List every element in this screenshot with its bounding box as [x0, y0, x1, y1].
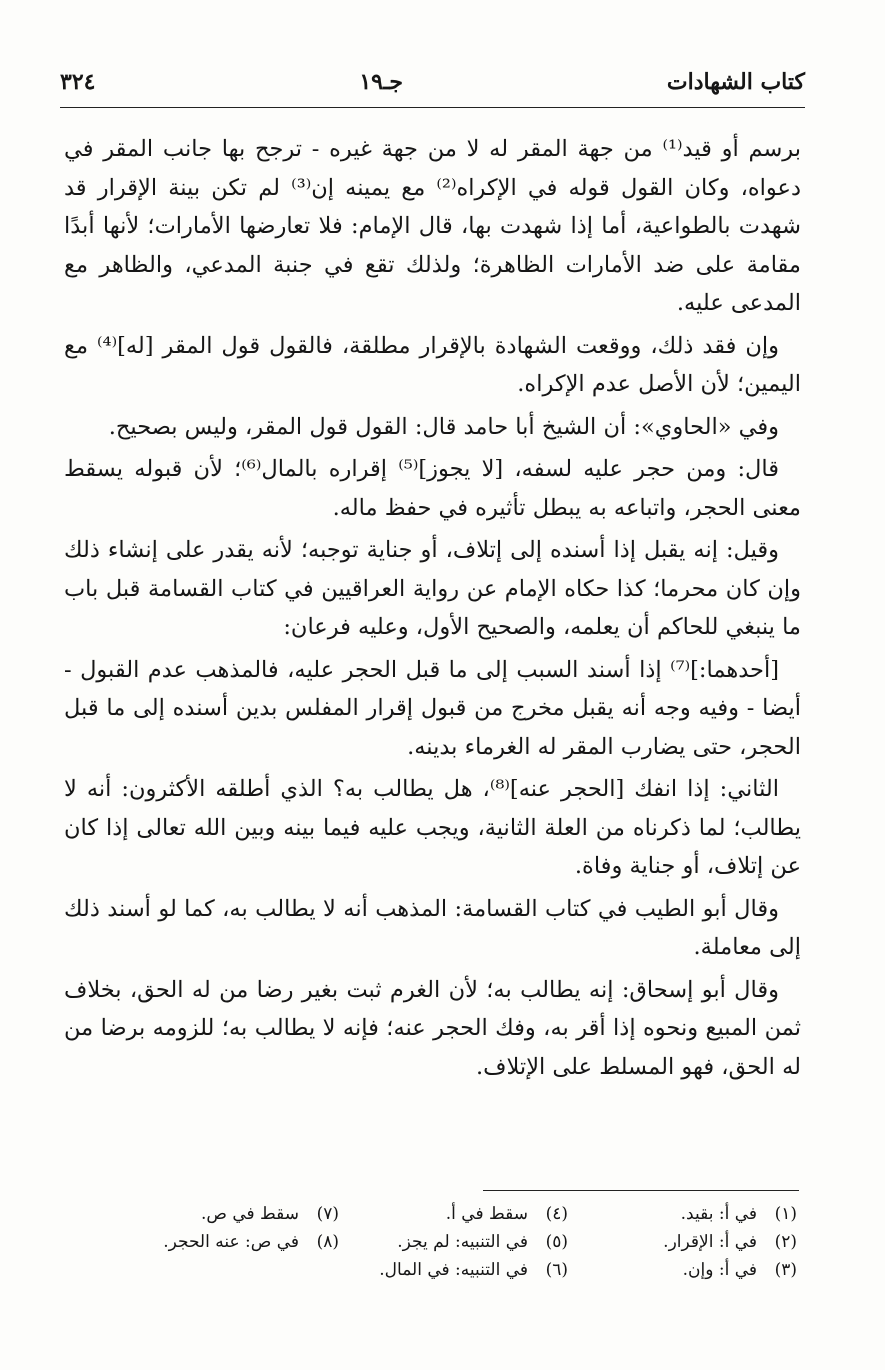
footnote: [588, 1232, 797, 1260]
paragraph: برسم أو قيد⁽¹⁾ من جهة المقر له لا من جهة غيره - ترجح بها جانب المقر في دعواه، وكان القول قوله في الإكراه⁽²⁾ مع يمينه إن⁽³⁾ لم تكن بينة الإقرار قد شهدت بالطواعية، أما إذا شهدت بها، قال الإمام: فلا تعارضها الأمارات؛ لأنها أبدًا مقامة على ضد الأمارات الظاهرة؛ ولذلك تقع في جنبة المدعي، والظاهر مع المدعى عليه.: [64, 136, 801, 316]
footnote: [588, 1260, 797, 1288]
footnote-separator: [483, 1190, 799, 1191]
footnote: [359, 1232, 568, 1260]
footnote-number: (٤): [545, 1204, 568, 1224]
book-title: كتاب الشهادات: [666, 69, 805, 95]
paragraph: وقيل: إنه يقبل إذا أسنده إلى إتلاف، أو جناية توجبه؛ لأنه يقدر على إنشاء ذلك وإن كان محرما؛ كذا حكاه الإمام عن رواية العراقيين في كتاب القسامة قبل باب ما ينبغي للحاكم أن يعلمه، والصحيح الأول، وعليه فرعان:: [64, 537, 801, 640]
footnote-text: في أ: وإن.: [682, 1260, 757, 1280]
footnote-text: في ص: عنه الحجر.: [163, 1232, 299, 1252]
footnote-number: (٣): [774, 1260, 797, 1280]
footnote-text: في أ: بقيد.: [680, 1204, 757, 1224]
footnote: [359, 1204, 568, 1232]
footnote-number: (٧): [316, 1204, 339, 1224]
paragraph: وفي «الحاوي»: أن الشيخ أبا حامد قال: القول قول المقر، وليس بصحيح.: [108, 413, 779, 440]
paragraph: وقال أبو الطيب في كتاب القسامة: المذهب أنه لا يطالب به، كما لو أسند ذلك إلى معاملة.: [64, 895, 801, 960]
footnote-text: في التنبيه: في المال.: [379, 1260, 528, 1280]
footnote-text: في أ: الإقرار.: [663, 1232, 757, 1252]
main-text: [64, 130, 801, 1090]
paragraph: وقال أبو إسحاق: إنه يطالب به؛ لأن الغرم ثبت بغير رضا من له الحق، بخلاف ثمن المبيع ونحوه إذا أقر به، وفك الحجر عنه؛ فإنه لا يطالب به؛ للزومه برضا من له الحق، فهو المسلط على الإتلاف.: [64, 976, 801, 1080]
footnote-text: سقط في ص.: [200, 1204, 299, 1224]
footnote-number: (٥): [545, 1232, 568, 1252]
footnote-number: (١): [774, 1204, 797, 1224]
footnote-text: في التنبيه: لم يجز.: [397, 1232, 528, 1252]
page-header: [60, 62, 805, 102]
page-number: ٣٢٤: [60, 69, 96, 95]
footnote: [130, 1232, 339, 1260]
footnotes: [130, 1204, 797, 1288]
footnote-number: (٨): [316, 1232, 339, 1252]
paragraph: قال: ومن حجر عليه لسفه، [لا يجوز]⁽⁵⁾ إقراره بالمال⁽⁶⁾؛ لأن قبوله يسقط معنى الحجر، واتباعه به يبطل تأثيره في حفظ ماله.: [64, 456, 801, 521]
footnote: [130, 1204, 339, 1232]
footnote: [359, 1260, 568, 1288]
footnote: [588, 1204, 797, 1232]
paragraph: [أحدهما:]⁽⁷⁾ إذا أسند السبب إلى ما قبل الحجر عليه، فالمذهب عدم القبول - أيضا - وفيه وجه أنه يقبل مخرج من قبول إقرار المفلس بدين أسنده إلى ما قبل الحجر، حتى يضارب المقر له الغرماء بدينه.: [64, 656, 801, 760]
volume-label: جـ١٩: [359, 69, 404, 95]
paragraph: وإن فقد ذلك، ووقعت الشهادة بالإقرار مطلقة، فالقول قول المقر [له]⁽⁴⁾ مع اليمين؛ لأن الأصل عدم الإكراه.: [64, 332, 801, 397]
paragraph: الثاني: إذا انفك [الحجر عنه]⁽⁸⁾، هل يطالب به؟ الذي أطلقه الأكثرون: أنه لا يطالب؛ لما ذكرناه من العلة الثانية، ويجب عليه فيما بينه وبين الله تعالى إذا كان عن إتلاف، أو جناية وفاة.: [64, 776, 801, 879]
header-rule: [60, 107, 805, 108]
footnote-text: سقط في أ.: [445, 1204, 528, 1224]
footnote-number: (٦): [545, 1260, 568, 1280]
footnote-number: (٢): [774, 1232, 797, 1252]
